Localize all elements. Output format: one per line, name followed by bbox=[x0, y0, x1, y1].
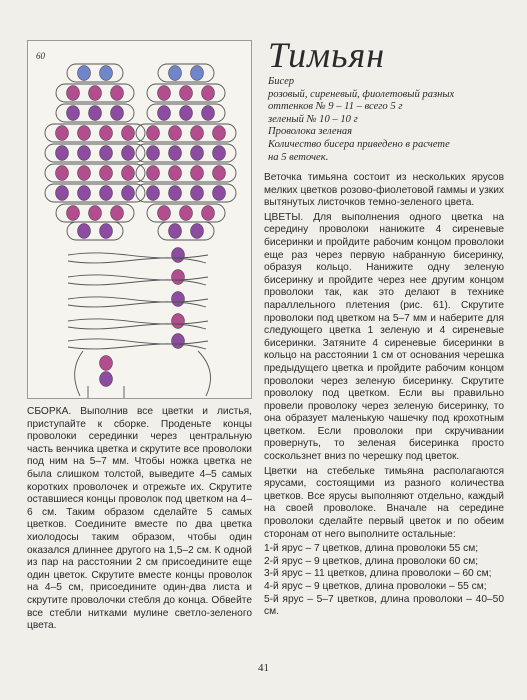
bead bbox=[147, 126, 160, 141]
bead bbox=[89, 86, 102, 101]
bead bbox=[78, 224, 91, 239]
bead bbox=[169, 186, 182, 201]
materials-line: Бисер bbox=[268, 76, 295, 87]
paragraph-flowers: ЦВЕТЫ. Для выполнения одного цветка на середину проволоки нанижите 4 сиреневые бисеринки и пройдите рабочим концом проволоки еще раз через первую набранную бисеринку, образуя кольцо. Нанижите одну зеленую бисеринку и пройдите через нее другим концом проволоки так, как это делают в технике параллельного плетения (рис. 61). Скрутите проволоки под цветком на 5–7 мм и наберите для следующего цветка 1 зеленую и 4 сиреневые бисеринки. Затяните 4 сиреневые бисеринки в кольцо на расстоянии 1 см от основания черешка предыдущего цветка и пройдите рабочим концом проволоки через зеленую бисеринку. Скрутите проволоку под цветком. Если вы правильно провели проволоку через зеленую бисеринку, то она образует маленькую чашечку под крохотным цветком. Если проволоки при скручивании провернуть, то зеленая бисеринка просто соскользнет вниз по черешку под цветок. bbox=[264, 211, 504, 463]
stem-wire bbox=[68, 344, 206, 349]
materials-line: Количество бисера приведено в расчете bbox=[268, 138, 450, 150]
bead bbox=[67, 206, 80, 221]
bead bbox=[56, 186, 69, 201]
stem-wire bbox=[68, 339, 208, 344]
bead bbox=[56, 146, 69, 161]
bead bbox=[169, 166, 182, 181]
tier-item: 5-й ярус – 5–7 цветков, длина проволоки – 40–50 см. bbox=[264, 593, 504, 618]
bead bbox=[89, 206, 102, 221]
wire-loop bbox=[158, 222, 214, 240]
bead bbox=[158, 206, 171, 221]
bead bbox=[100, 186, 113, 201]
bead bbox=[180, 86, 193, 101]
beading-diagram-figure bbox=[27, 40, 252, 399]
bead bbox=[100, 166, 113, 181]
tier-item: 2-й ярус – 9 цветков, длина проволоки 60 см; bbox=[264, 555, 479, 567]
bead bbox=[111, 106, 124, 121]
bead bbox=[78, 126, 91, 141]
bead bbox=[191, 146, 204, 161]
bead bbox=[56, 166, 69, 181]
stem-wire bbox=[68, 258, 206, 263]
bead bbox=[158, 86, 171, 101]
bead bbox=[169, 126, 182, 141]
bead bbox=[213, 166, 226, 181]
stem-bead bbox=[172, 270, 185, 285]
page-title: Тимьян bbox=[268, 35, 386, 75]
bead bbox=[180, 106, 193, 121]
stem-wire bbox=[68, 253, 208, 258]
bead bbox=[191, 126, 204, 141]
bead bbox=[111, 206, 124, 221]
bead bbox=[78, 186, 91, 201]
bead bbox=[122, 126, 135, 141]
bead bbox=[122, 186, 135, 201]
right-column-text bbox=[264, 172, 504, 619]
bead bbox=[67, 106, 80, 121]
materials-line: зеленый № 10 – 10 г bbox=[268, 113, 358, 125]
stem-wire bbox=[198, 351, 211, 396]
bead bbox=[213, 186, 226, 201]
bead bbox=[191, 66, 204, 81]
materials-line: розовый, сиреневый, фиолетовый разных bbox=[268, 88, 455, 100]
stem-wire bbox=[68, 280, 206, 285]
paragraph-tiers: Цветки на стебельке тимьяна располагаются ярусами, состоящими из разного количества цветков. Все ярусы выполняют отдельно, каждый на своей проволоке. Вначале на середине проволоки сделайте первый цветок и по обеим сторонам от него выполните остальные: bbox=[264, 465, 504, 540]
stem-wire bbox=[68, 275, 208, 280]
bead bbox=[100, 224, 113, 239]
bead bbox=[56, 126, 69, 141]
bead bbox=[100, 126, 113, 141]
wire-loop bbox=[67, 222, 123, 240]
stem-wire bbox=[68, 319, 208, 324]
paragraph-assembly: СБОРКА. Выполнив все цветки и листья, приступайте к сборке. Проденьте концы проволоки серединки через центральную часть венчика цветка и скрутите все проволоки под ним на 5–7 мм. Чтобы ножка цветка не была слишком толстой, выведите 4–5 самых коротких проволочек и отрежьте их. Скрутите оставшиеся концы проволок под цветком на 4–6 см. Таким образом сделайте 5 самых цветков. Соедините вместе по два цветка хиолодосы таким образом, чтобы один оказался длиннее другого на 1,5–2 см. К одной из пар на расстоянии 2 см присоедините еще один цветок. Скрутите вместе концы проволок на 4–5 см, присоедините один-два листа и скрутите проволочки стебля до конца. Обвейте все стебли нитками мулине светло-зеленого цвета. bbox=[27, 406, 252, 632]
materials-line: на 5 веточек. bbox=[268, 151, 329, 163]
bead bbox=[111, 86, 124, 101]
stem-bead bbox=[172, 314, 185, 329]
wire-loop bbox=[67, 64, 123, 82]
bead bbox=[67, 86, 80, 101]
bead bbox=[147, 146, 160, 161]
bead bbox=[89, 106, 102, 121]
stem-bead bbox=[172, 334, 185, 349]
bead bbox=[78, 146, 91, 161]
figure-number: 60 bbox=[36, 51, 45, 61]
stem-wire bbox=[88, 386, 124, 398]
stem-wire bbox=[68, 302, 206, 307]
stem-wire bbox=[75, 351, 83, 396]
tiers-list bbox=[264, 543, 504, 619]
bead bbox=[169, 224, 182, 239]
materials-list bbox=[268, 76, 518, 164]
bead bbox=[202, 106, 215, 121]
tier-item: 4-й ярус – 9 цветков, длина проволоки – 55 см; bbox=[264, 581, 487, 592]
bead bbox=[202, 86, 215, 101]
bead bbox=[100, 66, 113, 81]
bead bbox=[169, 66, 182, 81]
bead bbox=[180, 206, 193, 221]
stem-bead bbox=[100, 372, 113, 387]
materials-line: Проволока зеленая bbox=[268, 126, 353, 138]
bead bbox=[213, 126, 226, 141]
stem-wire bbox=[68, 297, 208, 302]
tier-item: 3-й ярус – 11 цветков, длина проволоки – 60 см; bbox=[264, 568, 492, 580]
bead bbox=[147, 166, 160, 181]
bead bbox=[147, 186, 160, 201]
bead bbox=[78, 166, 91, 181]
bead bbox=[122, 166, 135, 181]
page-number: 41 bbox=[258, 662, 269, 674]
materials-line: оттенков № 9 – 11 – всего 5 г bbox=[268, 101, 403, 113]
bead bbox=[169, 146, 182, 161]
beading-diagram bbox=[28, 41, 251, 398]
bead bbox=[191, 166, 204, 181]
bead bbox=[100, 146, 113, 161]
stem-bead bbox=[172, 292, 185, 307]
bead bbox=[191, 224, 204, 239]
stem-bead bbox=[172, 248, 185, 263]
wire-loop bbox=[158, 64, 214, 82]
left-column-text bbox=[27, 406, 252, 633]
bead bbox=[122, 146, 135, 161]
bead bbox=[213, 146, 226, 161]
tier-item: 1-й ярус – 7 цветков, длина проволоки 55 см; bbox=[264, 543, 479, 555]
paragraph-intro: Веточка тимьяна состоит из нескольких ярусов мелких цветков розово-фиолетовой гаммы и узких вытянутых листочков темно-зеленого цвета. bbox=[264, 172, 504, 209]
bead bbox=[78, 66, 91, 81]
stem-wire bbox=[68, 324, 206, 329]
bead bbox=[191, 186, 204, 201]
bead bbox=[202, 206, 215, 221]
stem-bead bbox=[100, 356, 113, 371]
bead bbox=[158, 106, 171, 121]
